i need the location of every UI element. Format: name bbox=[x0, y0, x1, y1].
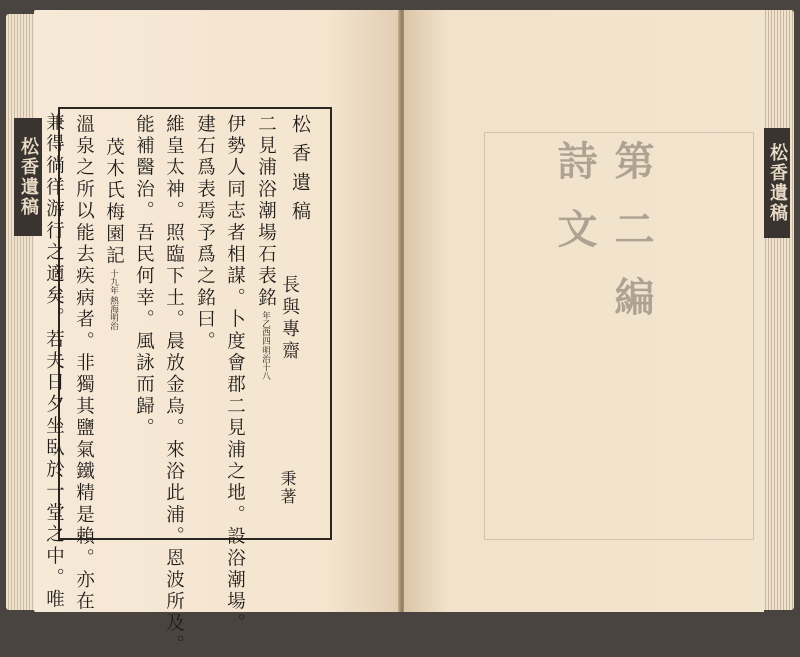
heading-text: 茂木氏梅園記 bbox=[103, 137, 125, 268]
faint-section-title: 第二編 詩文 bbox=[551, 140, 655, 412]
edge-title-right: 松香遺稿 bbox=[764, 128, 790, 238]
author-suffix: 秉著 bbox=[278, 470, 297, 506]
text-line: 建石爲表焉予爲之銘曰。 bbox=[194, 114, 216, 353]
date-note-line: 年乙酉四 bbox=[260, 311, 271, 346]
heading-text: 二見浦浴潮場石表銘 bbox=[255, 114, 277, 310]
book-title: 松香遺稿 bbox=[289, 114, 311, 230]
date-note-line: 十九年 bbox=[108, 269, 119, 295]
date-note-line: 熱海明治 bbox=[108, 295, 119, 330]
author-name: 長與專齋 bbox=[279, 275, 300, 363]
text-line: 溫泉之所以能去疾病者。非獨其鹽氣鐵精是賴。亦在 bbox=[73, 114, 95, 614]
date-note-line: 明治十八 bbox=[260, 346, 271, 381]
text-line: 伊勢人同志者相謀。卜度會郡二見浦之地。設浴潮場。 bbox=[224, 114, 246, 635]
section-heading bbox=[256, 114, 275, 382]
right-page-edges bbox=[760, 10, 794, 610]
section-heading bbox=[104, 137, 123, 332]
text-line: 兼得徜徉游行之適矣。若夫日夕坐臥於一堂之中。唯 bbox=[43, 112, 65, 612]
text-line: 維皇太神。照臨下土。晨放金烏。來浴此浦。恩波所及。 bbox=[163, 114, 185, 657]
edge-title-left: 松香遺稿 bbox=[14, 118, 42, 236]
date-note bbox=[261, 311, 270, 380]
date-note bbox=[109, 269, 118, 330]
text-line: 能補醫治。吾民何幸。風詠而歸。 bbox=[133, 114, 155, 440]
